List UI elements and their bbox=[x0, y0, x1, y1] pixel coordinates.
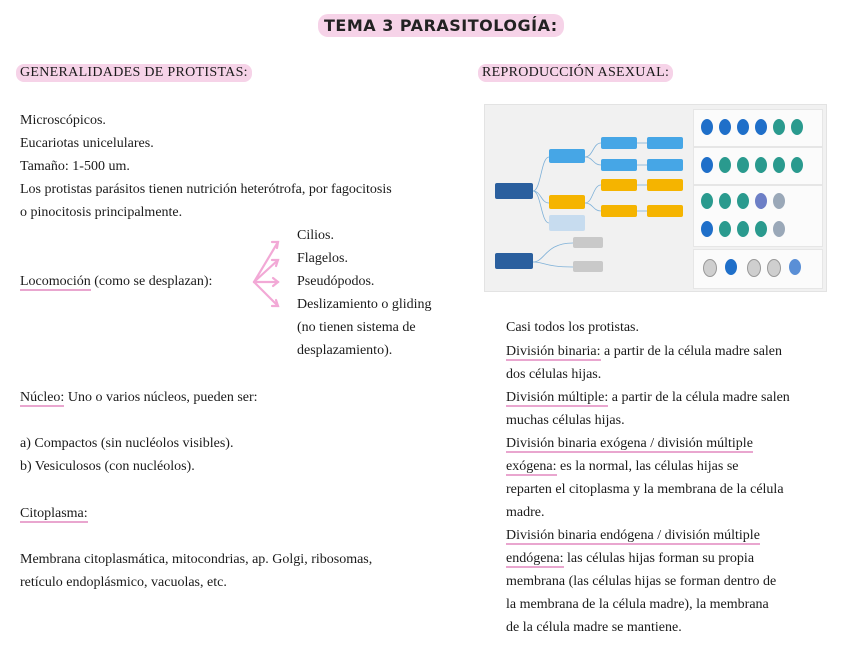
endogenous-line-3: membrana (las células hijas se forman dentro de bbox=[506, 574, 777, 589]
page-title: TEMA 3 PARASITOLOGÍA: bbox=[318, 14, 564, 37]
binary-line bbox=[506, 340, 782, 363]
nucleus-item: a) Compactos (sin nucléolos visibles). bbox=[20, 436, 234, 451]
exogenous-label-2: exógena: bbox=[506, 459, 557, 474]
right-heading: REPRODUCCIÓN ASEXUAL: bbox=[478, 64, 673, 82]
exogenous-line-4: madre. bbox=[506, 505, 545, 520]
multiple-line bbox=[506, 386, 790, 409]
endogenous-label: División binaria endógena / división múltiple bbox=[506, 528, 760, 543]
nucleus-text: Uno o varios núcleos, pueden ser: bbox=[64, 390, 258, 405]
endogenous-text: las células hijas forman su propia bbox=[563, 551, 755, 566]
binary-text: a partir de la célula madre salen bbox=[600, 344, 783, 359]
multiple-label: División múltiple: bbox=[506, 390, 609, 405]
endogenous-line-5: de la célula madre se mantiene. bbox=[506, 620, 682, 635]
exogenous-label: División binaria exógena / división múltiple bbox=[506, 436, 753, 451]
multiple-line-2: muchas células hijas. bbox=[506, 413, 625, 428]
text-line: Tamaño: 1-500 um. bbox=[20, 159, 130, 174]
exogenous-text: es la normal, las células hijas se bbox=[556, 459, 739, 474]
endogenous-line bbox=[506, 524, 760, 547]
multiple-text: a partir de la célula madre salen bbox=[608, 390, 790, 405]
locomotion-item: (no tienen sistema de bbox=[297, 320, 416, 335]
exogenous-line bbox=[506, 432, 753, 455]
text-line: Eucariotas unicelulares. bbox=[20, 136, 154, 151]
nucleus-item: b) Vesiculosos (con nucléolos). bbox=[20, 459, 195, 474]
cytoplasm-line: retículo endoplásmico, vacuolas, etc. bbox=[20, 575, 227, 590]
text-line: Microscópicos. bbox=[20, 113, 106, 128]
locomotion-item: Cilios. bbox=[297, 228, 334, 243]
locomotion-text: (como se desplazan): bbox=[90, 274, 213, 289]
locomotion-item: Flagelos. bbox=[297, 251, 348, 266]
left-heading: GENERALIDADES DE PROTISTAS: bbox=[16, 64, 252, 82]
binary-line-2: dos células hijas. bbox=[506, 367, 602, 382]
nucleus-label: Núcleo: bbox=[20, 390, 65, 405]
cytoplasm-label: Citoplasma: bbox=[20, 506, 88, 521]
locomotion-line bbox=[20, 270, 212, 293]
exogenous-line-2 bbox=[506, 455, 738, 478]
endogenous-label-2: endógena: bbox=[506, 551, 564, 566]
branch-arrows-icon bbox=[246, 236, 286, 316]
reproduction-intro: Casi todos los protistas. bbox=[506, 320, 640, 335]
locomotion-item: Deslizamiento o gliding bbox=[297, 297, 432, 312]
binary-label: División binaria: bbox=[506, 344, 601, 359]
endogenous-line-4: la membrana de la célula madre), la membrana bbox=[506, 597, 769, 612]
locomotion-item: desplazamiento). bbox=[297, 343, 393, 358]
exogenous-line-3: reparten el citoplasma y la membrana de la célula bbox=[506, 482, 784, 497]
nucleus-line bbox=[20, 386, 258, 409]
text-line: o pinocitosis principalmente. bbox=[20, 205, 183, 220]
cytoplasm-heading bbox=[20, 502, 88, 525]
locomotion-label: Locomoción bbox=[20, 274, 91, 289]
text-line: Los protistas parásitos tienen nutrición heterótrofa, por fagocitosis bbox=[20, 182, 392, 197]
reproduction-diagram-image bbox=[484, 104, 827, 292]
locomotion-item: Pseudópodos. bbox=[297, 274, 375, 289]
endogenous-line-2 bbox=[506, 547, 754, 570]
cytoplasm-line: Membrana citoplasmática, mitocondrias, ap. Golgi, ribosomas, bbox=[20, 552, 373, 567]
